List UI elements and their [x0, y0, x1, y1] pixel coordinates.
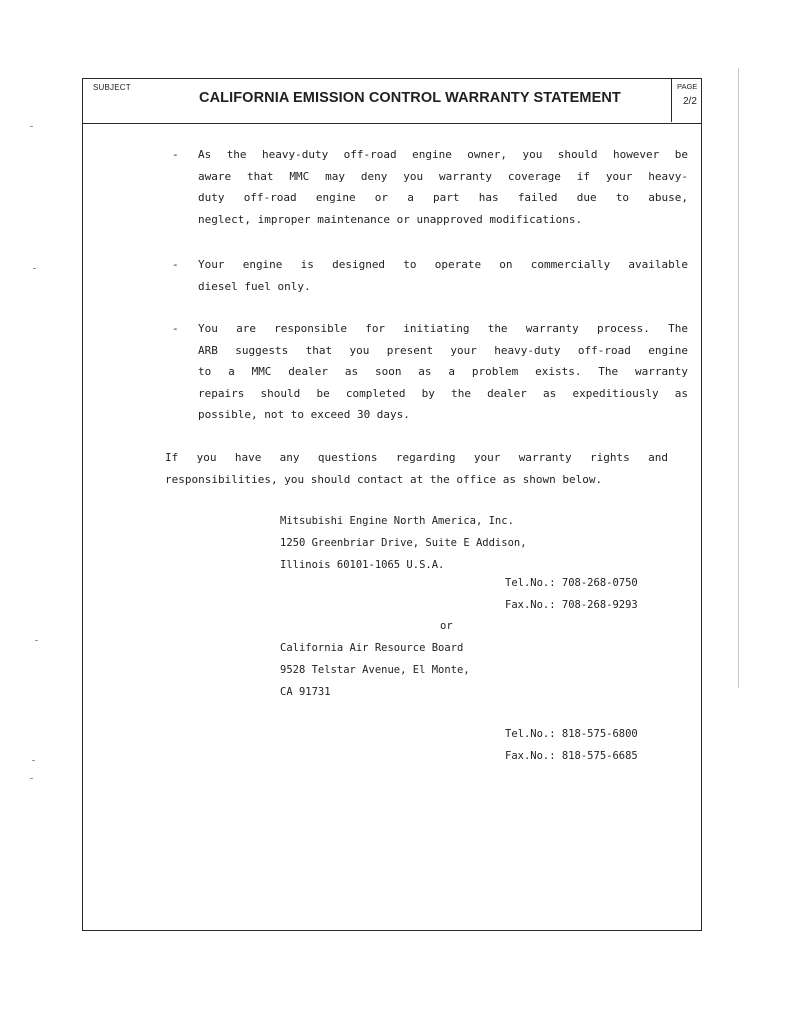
- text-line: If you have any questions regarding your warranty rights and: [165, 451, 668, 464]
- fax-number: Fax.No.: 818-575-6685: [505, 750, 638, 762]
- scan-speck: [35, 640, 38, 641]
- scan-edge-line: [738, 68, 739, 688]
- carb-address: [280, 637, 470, 703]
- scan-speck: [30, 778, 33, 779]
- or-separator: or: [440, 620, 453, 632]
- questions-paragraph: [165, 447, 668, 491]
- text-line: duty off-road engine or a part has failed due to abuse,: [198, 191, 688, 204]
- scan-speck: [30, 126, 33, 127]
- page-box: [671, 79, 703, 122]
- contact-street: 1250 Greenbriar Drive, Suite E Addison,: [280, 537, 527, 549]
- contact-city: Illinois 60101-1065 U.S.A.: [280, 559, 445, 571]
- text-line: neglect, improper maintenance or unapproved modifications.: [198, 212, 583, 226]
- mitsubishi-address: [280, 510, 527, 576]
- tel-number: Tel.No.: 708-268-0750: [505, 577, 638, 589]
- contact-name: Mitsubishi Engine North America, Inc.: [280, 515, 514, 527]
- page-number: 2/2: [683, 96, 697, 107]
- bullet-dash: -: [172, 258, 179, 271]
- text-line: As the heavy-duty off-road engine owner, you should however be: [198, 148, 688, 161]
- bullet-dash: -: [172, 322, 179, 335]
- carb-phone-block: [505, 723, 638, 767]
- mitsubishi-phone-block: [505, 572, 638, 616]
- text-line: aware that MMC may deny you warranty coverage if your heavy-: [198, 169, 688, 183]
- document-title: CALIFORNIA EMISSION CONTROL WARRANTY STATEMENT: [199, 90, 621, 106]
- bullet-text: [198, 144, 688, 230]
- subject-label: SUBJECT: [93, 83, 131, 92]
- scan-speck: [32, 760, 35, 761]
- scan-speck: [33, 268, 36, 269]
- contact-name: California Air Resource Board: [280, 642, 464, 654]
- text-line: ARB suggests that you present your heavy-duty off-road engine: [198, 343, 688, 357]
- bullet-text: [198, 318, 688, 426]
- page-label: PAGE: [677, 82, 698, 91]
- bullet-dash: -: [172, 148, 179, 161]
- text-line: repairs should be completed by the dealer as expeditiously as: [198, 386, 688, 400]
- fax-number: Fax.No.: 708-268-9293: [505, 599, 638, 611]
- text-line: Your engine is designed to operate on commercially available: [198, 258, 688, 271]
- contact-street: 9528 Telstar Avenue, El Monte,: [280, 664, 470, 676]
- bullet-text: [198, 254, 688, 297]
- text-line: responsibilities, you should contact at the office as shown below.: [165, 473, 603, 486]
- text-line: to a MMC dealer as soon as a problem exists. The warranty: [198, 365, 688, 378]
- tel-number: Tel.No.: 818-575-6800: [505, 728, 638, 740]
- text-line: diesel fuel only.: [198, 279, 311, 293]
- text-line: possible, not to exceed 30 days.: [198, 408, 410, 421]
- text-line: You are responsible for initiating the warranty process. The: [198, 322, 688, 335]
- document-header: [83, 79, 701, 124]
- contact-city: CA 91731: [280, 686, 331, 698]
